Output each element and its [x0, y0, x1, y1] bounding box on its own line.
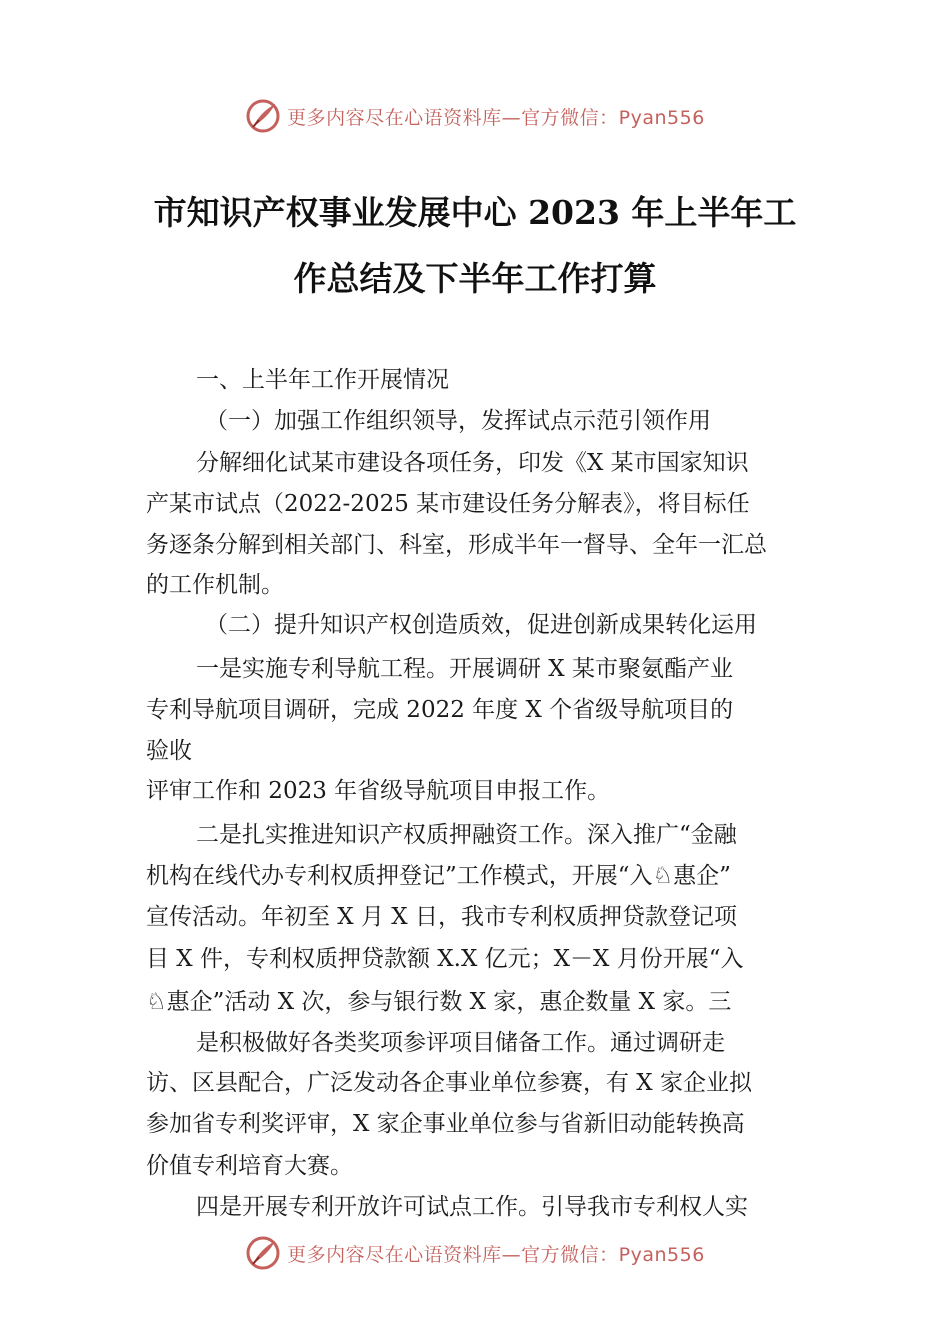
subsection-heading: （二）提升知识产权创造质效，促进创新成果转化运用 [205, 612, 757, 638]
paragraph-line: 目 X 件，专利权质押贷款额 X.X 亿元；X－X 月份开展“入 [146, 946, 744, 972]
paragraph-line: 机构在线代办专利权质押登记”工作模式，开展“入♘惠企” [146, 863, 731, 889]
paragraph-line: 专利导航项目调研，完成 2022 年度 X 个省级导航项目的 [146, 697, 734, 723]
feather-seal-icon [245, 98, 281, 134]
paragraph-line: 一是实施专利导航工程。开展调研 X 某市聚氨酯产业 [196, 656, 733, 682]
banner-text: 更多内容尽在心语资料库—官方微信：Pyan556 [287, 1243, 705, 1266]
paragraph-line: 的工作机制。 [146, 572, 284, 598]
paragraph-line: ♘惠企”活动 X 次，参与银行数 X 家，惠企数量 X 家。三 [146, 989, 732, 1015]
paragraph-line: 宣传活动。年初至 X 月 X 日，我市专利权质押贷款登记项 [146, 904, 737, 930]
footer-banner [0, 1233, 950, 1273]
paragraph-line: 四是开展专利开放许可试点工作。引导我市专利权人实 [196, 1194, 748, 1220]
section-heading: 一、上半年工作开展情况 [196, 367, 449, 393]
document-title [0, 180, 950, 312]
paragraph-line: 分解细化试某市建设各项任务，印发《X 某市国家知识 [196, 450, 749, 476]
header-banner [0, 96, 950, 136]
subsection-heading: （一）加强工作组织领导，发挥试点示范引领作用 [205, 408, 711, 434]
banner-text: 更多内容尽在心语资料库—官方微信：Pyan556 [287, 106, 705, 129]
paragraph-line: 参加省专利奖评审，X 家企事业单位参与省新旧动能转换高 [146, 1111, 745, 1137]
title-line-1: 市知识产权事业发展中心 2023 年上半年工 [153, 193, 797, 232]
paragraph-line: 是积极做好各类奖项参评项目储备工作。通过调研走 [196, 1030, 725, 1056]
feather-seal-icon [245, 1235, 281, 1271]
title-line-2: 作总结及下半年工作打算 [293, 259, 657, 298]
paragraph-line: 二是扎实推进知识产权质押融资工作。深入推广“金融 [196, 822, 737, 848]
paragraph-line: 验收 [146, 738, 192, 764]
paragraph-line: 访、区县配合，广泛发动各企事业单位参赛，有 X 家企业拟 [146, 1070, 752, 1096]
paragraph-line: 产某市试点（2022-2025 某市建设任务分解表》，将目标任 [146, 491, 750, 517]
paragraph-line: 务逐条分解到相关部门、科室，形成半年一督导、全年一汇总 [146, 532, 767, 558]
paragraph-line: 评审工作和 2023 年省级导航项目申报工作。 [146, 778, 611, 804]
paragraph-line: 价值专利培育大赛。 [146, 1153, 353, 1179]
